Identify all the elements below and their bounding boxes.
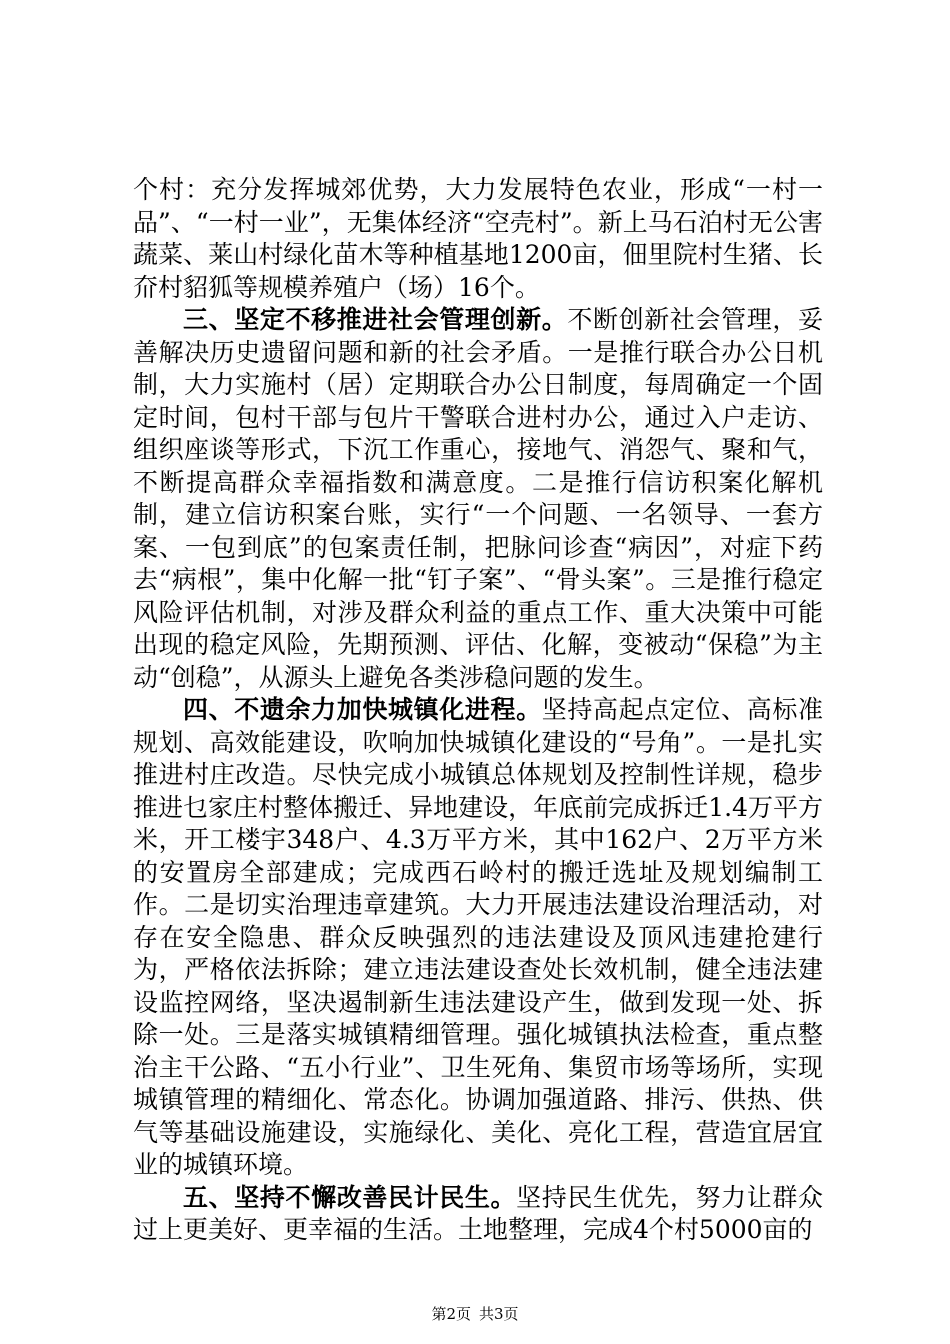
paragraph-section-5	[133, 1182, 823, 1247]
paragraph-text: 个村：充分发挥城郊优势，大力发展特色农业，形成“一村一品”、“一村一业”，无集体经济“空壳村”。新上马石泊村无公害蔬菜、莱山村绿化苗木等种植基地1200亩，佃里院村生猪、长夼村貂狐等规模养殖户（场）16个。	[133, 175, 823, 302]
page-footer	[0, 1305, 950, 1323]
section-heading: 三、坚定不移推进社会管理创新。	[183, 305, 568, 334]
paragraph-section-4	[133, 694, 823, 1182]
section-heading: 四、不遗余力加快城镇化进程。	[183, 695, 542, 724]
paragraph-text: 不断创新社会管理，妥善解决历史遗留问题和新的社会矛盾。一是推行联合办公日机制，大力实施村（居）定期联合办公日制度，每周确定一个固定时间，包村干部与包片干警联合进村办公，通过入户走访、组织座谈等形式，下沉工作重心，接地气、消怨气、聚和气，不断提高群众幸福指数和满意度。二是推行信访积案化解机制，建立信访积案台账，实行“一个问题、一名领导、一套方案、一包到底”的包案责任制，把脉问诊查“病因”，对症下药去“病根”，集中化解一批“钉子案”、“骨头案”。三是推行稳定风险评估机制，对涉及群众利益的重点工作、重大决策中可能出现的稳定风险，先期预测、评估、化解，变被动“保稳”为主动“创稳”，从源头上避免各类涉稳问题的发生。	[133, 305, 823, 692]
document-body	[133, 174, 823, 1247]
section-heading: 五、坚持不懈改善民计民生。	[183, 1182, 517, 1212]
paragraph-text: 坚持高起点定位、高标准规划、高效能建设，吹响加快城镇化建设的“号角”。一是扎实推进村庄改造。尽快完成小城镇总体规划及控制性详规，稳步推进乜家庄村整体搬迁、异地建设，年底前完成拆迁1.4万平方米，开工楼宇348户、4.3万平方米，其中162户、2万平方米的安置房全部建成；完成西石岭村的搬迁选址及规划编制工作。二是切实治理违章建筑。大力开展违法建设治理活动，对存在安全隐患、群众反映强烈的违法建设及顶风违建抢建行为，严格依法拆除；建立违法建设查处长效机制，健全违法建设监控网络，坚决遏制新生违法建设产生，做到发现一处、拆除一处。三是落实城镇精细管理。强化城镇执法检查，重点整治主干公路、“五小行业”、卫生死角、集贸市场等场所，实现城镇管理的精细化、常态化。协调加强道路、排污、供热、供气等基础设施建设，实施绿化、美化、亮化工程，营造宜居宜业的城镇环境。	[133, 695, 823, 1179]
paragraph-section-3	[133, 304, 823, 694]
paragraph-continuation	[133, 174, 823, 304]
page-number: 第2页	[431, 1305, 471, 1323]
page-total: 共3页	[479, 1305, 519, 1323]
paragraph-text: 坚持民生优先，努力让群众过上更美好、更幸福的生活。土地整理，完成4个村5000亩的	[133, 1182, 823, 1244]
